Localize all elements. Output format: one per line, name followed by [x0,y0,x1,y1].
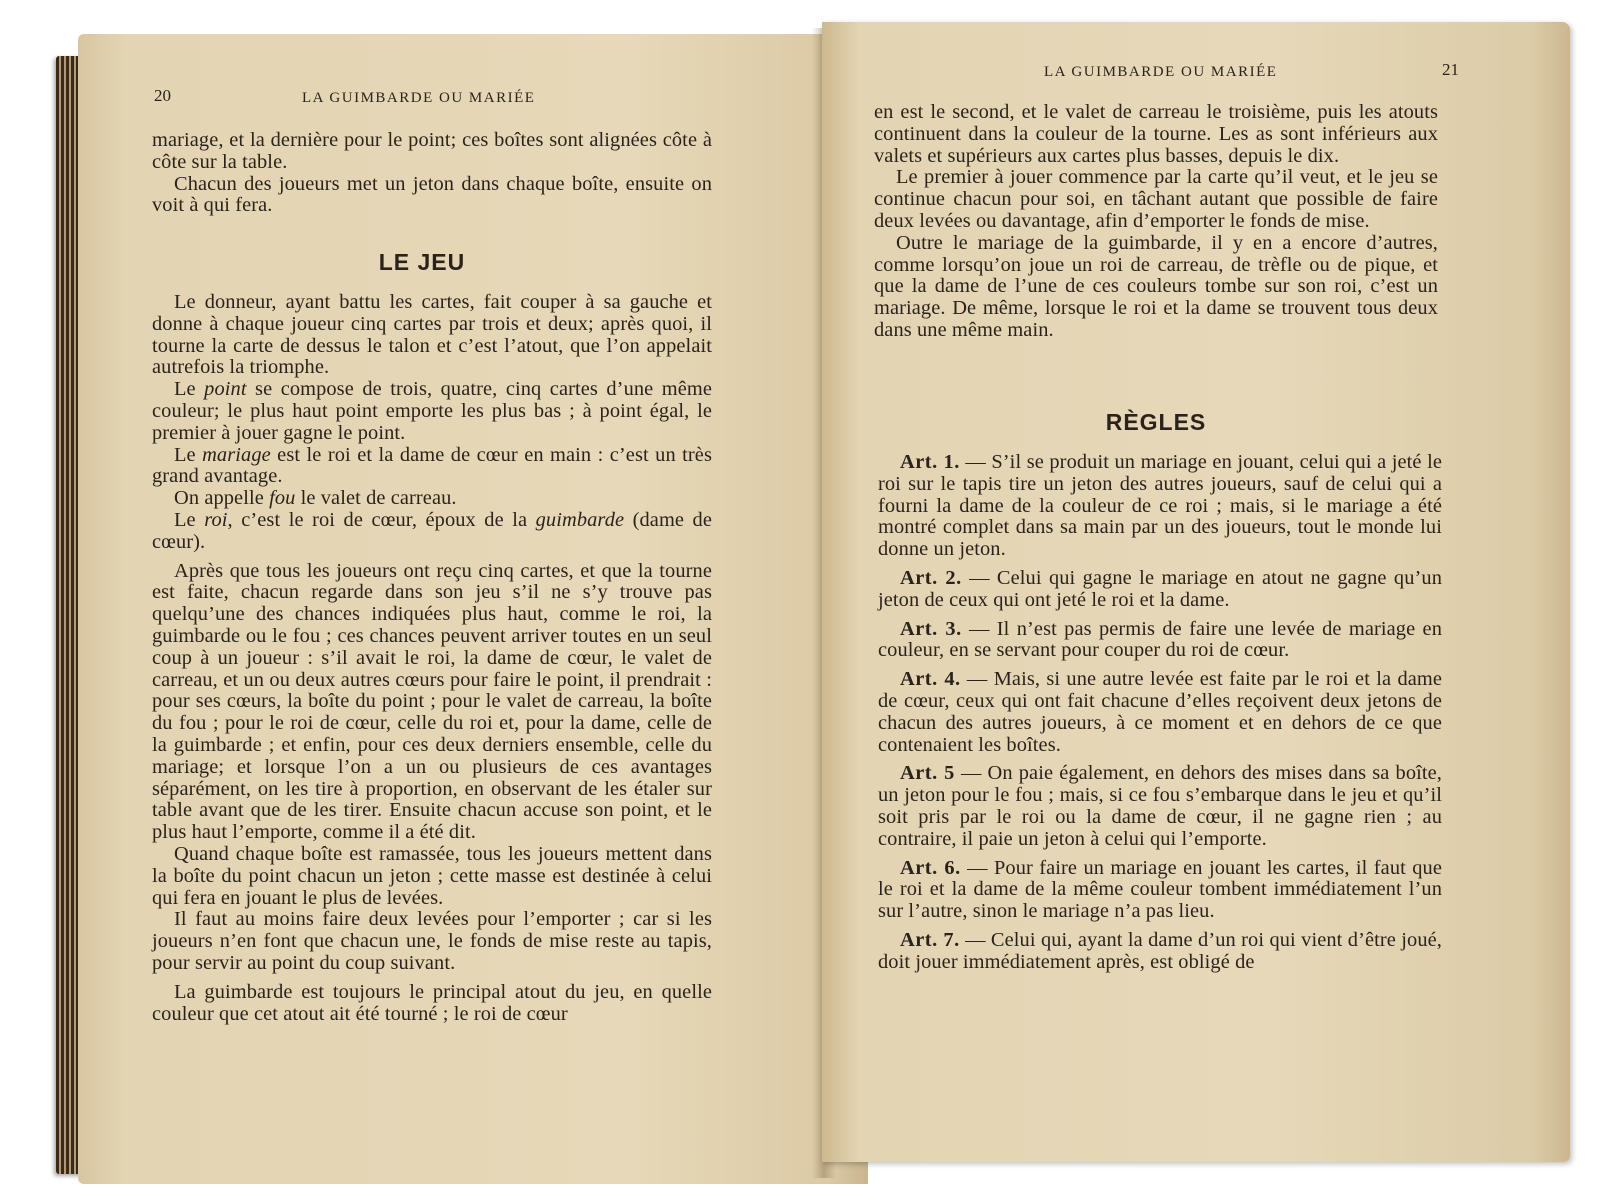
rule-article [878,452,1442,561]
text-run: le valet de carreau. [295,487,457,510]
text-run: est le roi et la dame de cœur en main : c’est un très grand avantage. [152,443,712,488]
article-text: — Il n’est pas permis de faire une levée de mariage en couleur, en se servant pour couper du roi de cœur. [878,617,1442,662]
section-heading-regles: RÈGLES [1105,409,1207,435]
paragraph: Après que tous les joueurs ont reçu cinq cartes, et que la tourne est faite, chacun regarde dans son jeu s’il ne s’y trouve pas quelqu’une des chances indiquées plus haut, comme le roi, la guimbarde ou le fou ; ces chances peuvent arriver toutes en un seul coup à un joueur : s’il avait le roi, la dame de cœur, le valet de carreau, et un ou deux autres cœurs pour faire le point, il prendrait : pour ses cœurs, la boîte du point ; pour le valet de carreau, la boîte du fou ; pour le roi de cœur, celle du roi et, pour la dame, celle de la guimbarde ; et enfin, pour ces deux derniers ensemble, celle du mariage; et lorsque l’on a un ou plusieurs de ces avantages séparément, on les tire à proportion, en observant de les étaler sur table avant que de les tirer. Ensuite chacun accuse son point, et le plus haut l’emporte, comme il a été dit. [152,559,712,844]
paragraph: en est le second, et le valet de carreau le troisième, puis les atouts continuent dans la couleur de la tourne. Les as sont inférieurs aux valets et supérieurs aux cartes plus basses, depuis le dix. [874,101,1438,167]
left-body [152,292,712,1025]
paragraph: Outre le mariage de la guimbarde, il y en a encore d’autres, comme lorsqu’on joue un roi de carreau, de trèfle ou de pique, et que la dame de l’une de ces couleurs tombe sur son roi, c’est un mariage. De même, lorsque le roi et la dame se trouvent tous deux dans une même main. [874,231,1438,341]
text-run: On appelle [174,487,270,510]
italic-term: fou [269,487,296,510]
rule-article [878,930,1442,974]
intro-paragraph: mariage, et la dernière pour le point; ces boîtes sont alignées côte à côte sur la table. [152,129,712,173]
paragraph: Le donneur, ayant battu les cartes, fait couper à sa gauche et donne à chaque joueur cinq cartes par trois et deux; après quoi, il tourne la carte de dessus le talon et c’est l’atout, que l’on appelait autrefois la triomphe. [152,291,712,379]
paragraph [152,488,712,510]
text-run: Le [174,508,205,531]
italic-term: roi [204,508,228,531]
article-label: Art. 3. [900,617,962,640]
left-page-number: 20 [154,86,171,105]
article-label: Art. 7. [900,928,960,951]
text-run: , c’est le roi de cœur, époux de la [227,508,536,531]
paragraph: Quand chaque boîte est ramassée, tous les joueurs mettent dans la boîte du point chacun un jeton ; cette masse est destinée à celui qui fera en jouant le plus de levées. [152,842,712,909]
italic-term: point [204,378,247,401]
left-intro [152,130,712,217]
paragraph: La guimbarde est toujours le principal atout du jeu, en quelle couleur que cet atout ait été tourné ; le roi de cœur [152,980,712,1025]
right-page [822,22,1570,1162]
intro-paragraph: Chacun des joueurs met un jeton dans chaque boîte, ensuite on voit à qui fera. [152,172,712,217]
text-run: (dame de cœur). [152,508,713,553]
left-page [78,34,868,1184]
right-running-head: LA GUIMBARDE OU MARIÉE [1044,64,1278,80]
text-run: Le [174,378,205,401]
rule-article [878,619,1442,663]
article-text: — On paie également, en dehors des mises dans sa boîte, un jeton pour le fou ; mais, si ce fou s’embarque dans le jeu et qu’il soit pris par le roi ou la dame de cœur, il ne gagne rien ; au contraire, il paie un jeton à celui qui l’emporte. [878,762,1442,850]
article-label: Art. 2. [900,566,962,589]
article-text: — S’il se produit un mariage en jouant, celui qui a jeté le roi sur le tapis tire un jeton des autres joueurs, sauf de celui qui a fourni la dame de la couleur de ce roi ; mais, si le mariage a été montré complet dans sa main par un des joueurs, tout le monde lui donne un jeton. [878,451,1442,561]
section-heading-le-jeu: LE JEU [378,249,466,275]
article-label: Art. 6. [900,856,961,879]
paragraph [152,445,712,489]
paragraph: Il faut au moins faire deux levées pour l’emporter ; car si les joueurs n’en font que chacun une, le fonds de mise reste au tapis, pour servir au point du coup suivant. [152,908,712,974]
text-run: se compose de trois, quatre, cinq cartes d’une même couleur; le plus haut point emporte les plus bas ; à point égal, le premier à jouer gagne le point. [152,378,712,444]
open-book [52,22,1552,1172]
text-run: Le [174,443,203,466]
rule-article [878,858,1442,923]
article-label: Art. 4. [900,668,961,691]
right-body [874,102,1438,342]
italic-term: mariage [202,443,271,466]
article-text: — Celui qui gagne le mariage en atout ne gagne qu’un jeton de ceux qui ont jeté le roi et la dame. [878,566,1442,611]
article-label: Art. 1. [900,451,960,473]
article-text: — Mais, si une autre levée est faite par le roi et la dame de cœur, ceux qui ont fait chacune d’elles reçoivent deux jetons de chacun des autres joueurs, à ce moment et en dehors de ce que contenaient les boîtes. [878,668,1442,756]
paragraph [152,379,712,444]
article-text: — Celui qui, ayant la dame d’un roi qui vient d’être joué, doit jouer immédiatement après, est obligé de [878,928,1442,973]
article-text: — Pour faire un mariage en jouant les cartes, il faut que le roi et la dame de la même couleur tombent immédiatement l’un sur l’autre, sinon le mariage n’a pas lieu. [878,856,1442,923]
italic-term: guimbarde [535,508,625,531]
rule-article [878,568,1442,612]
right-page-number: 21 [1442,60,1459,79]
rule-article [878,669,1442,756]
left-running-head: LA GUIMBARDE OU MARIÉE [302,90,536,106]
rules-list [878,452,1442,974]
article-label: Art. 5 [900,762,955,785]
rule-article [878,763,1442,850]
paragraph: Le premier à jouer commence par la carte qu’il veut, et le jeu se continue chacun pour soi, en tâchant autant que possible de faire deux levées ou davantage, afin d’emporter le fonds de mise. [874,166,1438,232]
paragraph [152,510,712,554]
